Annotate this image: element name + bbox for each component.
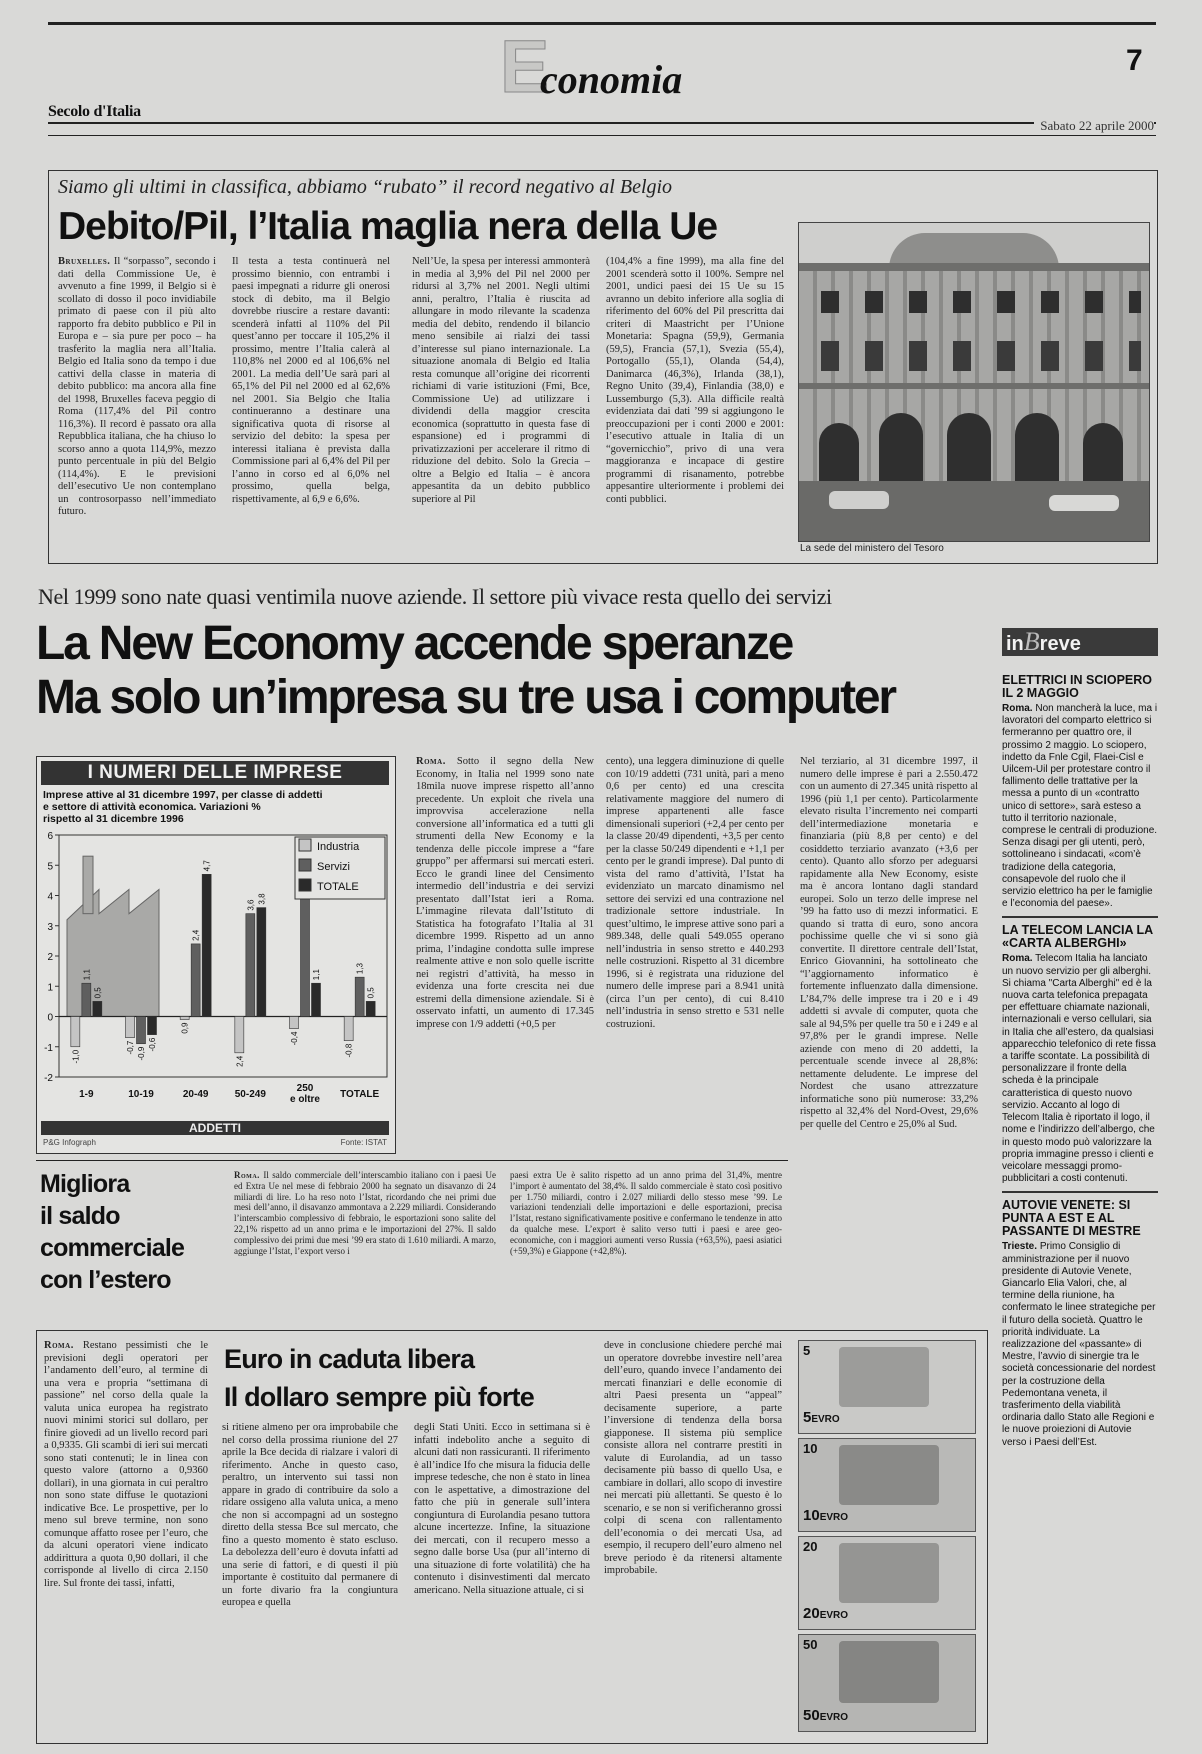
inbreve-logo (1002, 628, 1158, 656)
economy-col-2 (606, 756, 784, 1152)
chart-xaxis-title: ADDETTI (41, 1121, 389, 1135)
chart-bar (202, 874, 211, 1016)
euro-headline (224, 1340, 534, 1416)
y-tick-label: 5 (47, 861, 53, 873)
economy-headline-line1: La New Economy accende speranze (36, 617, 793, 670)
chart-bar (180, 1017, 189, 1020)
legend-label: Servizi (317, 861, 351, 873)
chart-box (36, 756, 396, 1154)
brief-body-3: Primo Consiglio di amministrazione per il nuovo presidente di Autovie Venete, Giancarlo Elia Valori, che, al termine della riunione, ha confermato le linee strategiche per il futuro della società. Quattro le priorità individuate. La realizzazione del «passante» di Mestre, l’avvio di sinergie tra le società concessionarie del nordest per la costruzione della Pedemontana veneta, il trasferimento della viabilità ordinaria dallo Stato alle Regioni e le nuove proiezioni di Autovie verso i Paesi dell’Est. (1002, 1241, 1156, 1448)
chart-title: I NUMERI DELLE IMPRESE (41, 761, 389, 785)
economy-col-3 (800, 756, 978, 1302)
x-category-label: 1-9 (79, 1089, 94, 1100)
chart-data-label: 1,3 (355, 963, 365, 975)
chart-data-label: -0,9 (137, 1046, 146, 1061)
factory-chimney-icon (83, 856, 93, 913)
chart-data-label: -0,8 (344, 1043, 354, 1058)
chart-data-label: 0,5 (93, 987, 103, 999)
brief-dateline-1: Roma. (1002, 703, 1033, 714)
chart-data-label: 1,1 (82, 969, 92, 981)
legend-swatch (299, 859, 311, 871)
chart-data-label: 4,7 (202, 860, 212, 872)
chart-bar (191, 944, 200, 1017)
chart-bar (257, 908, 266, 1017)
banknote-10-value-bottom: 10 (803, 1507, 820, 1524)
debt-headline: Debito/Pil, l’Italia maglia nera della Ue (58, 205, 718, 248)
masthead-rule (48, 122, 1156, 124)
chart-subtitle-1: Imprese attive al 31 dicembre 1997, per classe di addetti (43, 789, 323, 801)
chart-bar (246, 914, 255, 1017)
brief-item (1002, 674, 1158, 910)
inbreve-logo-rest: reve (1039, 633, 1081, 655)
y-tick-label: -2 (44, 1073, 53, 1084)
tesoro-building-photo (798, 222, 1150, 542)
y-tick-label: -1 (44, 1042, 53, 1054)
chart-bar (290, 1017, 299, 1029)
debt-col-4 (606, 256, 784, 556)
euro-col-1-text: Restano pessimisti che le previsioni degli operatori per l’andamento dell’euro, al termine di una vera e propria “settimana di passione” nel corso della quale la valuta unica europea ha registrato nuovi minimi storici sul dollaro, per finire giovedì ad un livello record pari a 0,9335. Gli scambi di ieri sui mercati sono stati contenuti; le in linea con questo valore (attorno a 0,9360 dollari), in una giornata in cui peraltro non sono state diffuse le quotazioni indicative Bce. Le prospettive, per lo meno sul breve termine, non sono comunque affatto rosee per l’euro, che da alcuni operatori viene indicato addirittura a quota 0,90 dollari, il che corrisponde al livello di circa 2.150 lire. Sul fronte dei tassi, infatti, (44, 1340, 208, 1589)
trade-headline (40, 1168, 184, 1296)
banknote-5-word: EVRO (811, 1414, 840, 1425)
legend-swatch (299, 839, 311, 851)
debt-col-2 (232, 256, 390, 556)
chart-data-label: 1,1 (312, 969, 321, 981)
chart-data-label: 2,4 (191, 929, 201, 941)
newspaper-name: Secolo d'Italia (48, 103, 141, 120)
x-category-label: 50-249 (234, 1089, 266, 1100)
euro-col-2-text: si ritiene almeno per ora improbabile che nel corso della prossima riunione del 27 aprile la Bce decida di rialzare i valori di riferimento. Anche in questo caso, peraltro, un intervento sui tassi non appare in grado di contribuire da solo a ridare ossigeno alla valuta unica, a meno che non si accompagni ad un sostegno diretto della stessa Bce sul mercato, che fino a questo momento è stato escluso. La debolezza dell’euro è dovuta infatti ad una serie di fattori, e di questi il più importante è costituito dal permanere di un forte divario fra la congiuntura europea e quella (222, 1422, 398, 1608)
chart-bar (126, 1017, 135, 1038)
chart-bar (235, 1017, 244, 1053)
banknote-10-word: EVRO (819, 1512, 849, 1523)
brief-title-3: AUTOVIE VENETE: SI PUNTA A EST E AL PASSANTE DI MESTRE (1002, 1198, 1141, 1239)
economy-dateline: Roma. (416, 756, 446, 767)
economy-col-1 (416, 756, 594, 1152)
euro-headline-line1: Euro in caduta libera (224, 1344, 475, 1374)
trade-headline-line2: il saldo (40, 1202, 120, 1230)
brief-body-2: Telecom Italia ha lanciato un nuovo servizio per gli alberghi. Si chiama "Carta Alberghi" ed è la nuova carta telefonica prepagata per effettuare chiamate nazionali, internazionali e verso cellulari, sia in Italia che all’estero, da qualsiasi apparecchio telefonico di rete fissa a tariffe scontate. La possibilità di personalizzare il fronte della scheda è la principale caratteristica di questo nuovo servizio. Accanto al logo di Telecom Italia è riportato il logo, il nome e l’indirizzo dell’albergo, che in questo modo può valorizzare la propria immagine presso i clienti e veicolare messaggi promo-pubblicitari a costi contenuti. (1002, 953, 1156, 1185)
y-tick-label: 0 (47, 1012, 53, 1024)
issue-date: Sabato 22 aprile 2000 (1034, 118, 1154, 134)
inbreve-logo-in: in (1006, 633, 1024, 655)
debt-col-1-text: Il “sorpasso”, secondo i dati della Commissione Ue, è avvenuto a fine 1999, il Belgio si è scollato di dosso il poco invidiabile primato di paese con il più alto rapporto fra debito pubblico e Pil in Europa e – sia pure per poco – ha trasferito la maglia nera all’Italia. Belgio ed Italia sono da tempo i due cattivi della classe in materia di debito pubblico: ma ancora alla fine del 1998, Bruxelles faceva peggio di Roma (117,4% del Pil contro 116,3%). Il record è passato ora alla Repubblica italiana, che ha chiuso lo scorso anno a quota 114,9%, mezzo punto percentuale in più del Belgio (114,4%). E le previsioni dell’esecutivo Ue non contemplano un controsorpasso nell’immediato futuro. (58, 256, 216, 517)
factory-illustration-icon (67, 889, 159, 1016)
debt-col-1 (58, 256, 216, 556)
legend-label: TOTALE (317, 881, 359, 893)
chart-bar (137, 1017, 146, 1044)
chart-data-label: -0,4 (290, 1031, 299, 1046)
trade-top-rule (36, 1160, 788, 1161)
trade-col-1-text: Il saldo commerciale dell’interscambio italiano con i paesi Ue ed Extra Ue nel mese di febbraio 2000 ha segnato un disavanzo di 24 miliardi di lire. Lo ha reso noto l’Istat, ricordando che nei primi due mesi dell’anno, il disavanzo ammontava a 2.229 miliardi. Considerando l’interscambio complessivo di febbraio, le esportazioni sono salite del 22,1% rispetto ad un anno prima e le importazioni del 27%. Il saldo complessivo dei primi due mesi ’99 era stato di 1.610 miliardi. A marzo, aggiunge l’Istat, l’export verso i (234, 1170, 496, 1256)
inbreve-column (1002, 668, 1158, 1742)
chart-bar (312, 983, 321, 1016)
debt-kicker: Siamo gli ultimi in classifica, abbiamo “rubato” il record negativo al Belgio (58, 176, 673, 198)
trade-headline-line1: Migliora (40, 1170, 130, 1198)
euro-col-4 (604, 1340, 782, 1736)
euro-col-3-text: degli Stati Uniti. Ecco in settimana si è infatti indebolito anche a seguito di alcuni dati non rassicuranti. Il riferimento è all’indice Ifo che misura la fiducia delle imprese tedesche, che non è stato in linea con le aspettative, a dimostrazione del fatto che più in generale sull’intera congiuntura di Eurolandia pesano tuttora alcune incertezze. Infine, la situazione dei mercati, con il recupero messo a segno dalle borse Usa (pur all’interno di una situazione di forte volatilità) che ha contenuto i disinvestimenti dal mercato americano. Nella situazione attuale, ci si (414, 1422, 590, 1596)
debt-dateline: Bruxelles. (58, 256, 111, 267)
banknote-50 (798, 1634, 976, 1732)
banknote-5-value: 5 (803, 1343, 811, 1358)
debt-col-3 (412, 256, 590, 556)
chart-data-label: 3,6 (246, 899, 256, 911)
page-number: 7 (1126, 44, 1143, 77)
chart-bar (355, 977, 364, 1016)
top-rule (48, 22, 1156, 25)
brief-title-2: LA TELECOM LANCIA LA «CARTA ALBERGHI» (1002, 923, 1153, 951)
banknote-20-word: EVRO (819, 1610, 849, 1621)
trade-headline-line4: con l’estero (40, 1266, 171, 1294)
chart-bar (366, 1001, 375, 1016)
brief-separator (1002, 916, 1158, 918)
section-initial: E (500, 25, 550, 108)
chart-bar (344, 1017, 353, 1041)
brief-item (1002, 1199, 1158, 1448)
x-category-label: 250 (296, 1083, 314, 1094)
brief-body-1: Non mancherà la luce, ma i lavoratori del comparto elettrico si fermeranno per quattro ore, il prossimo 2 maggio. Lo sciopero, indetto da Fnle Cgil, Flaei-Cisl e Uilcem-Uil per protestare contro il fallimento delle trattative per la messa a punto di un «contratto unico di settore», sarà esteso a tutto il territorio nazionale, comprese le centrali di produzione. Senza disagi per gli utenti, però, sottolineano i sindacati, «com’è tradizione della categoria, consapevole del ruolo che il servizio elettrico ha per le famiglie e l’economia del paese». (1002, 703, 1158, 910)
y-tick-label: 6 (47, 831, 53, 842)
section-title (500, 25, 730, 110)
y-tick-label: 2 (47, 952, 53, 963)
euro-col-2 (222, 1422, 398, 1736)
x-category-label: TOTALE (340, 1089, 380, 1100)
chart-bar (71, 1017, 80, 1047)
chart-subtitle-3: rispetto al 31 dicembre 1996 (43, 813, 184, 825)
chart-subtitle-2: e settore di attività economica. Variazioni % (43, 801, 261, 813)
debt-col-4-text: (104,4% a fine 1999), ma alla fine del 2001 scenderà sotto il 100%. Sempre nel 2001, undici paesi dei 15 Ue su 15 avranno un debito inferiore alla soglia di riferimento del 60% del Pil prescritta dai criteri di Maastricht per l’Unione Monetaria: Spagna (59,9), Germania (59,5), Francia (57,1), Svezia (55,4), Portogallo (55,1), Olanda (54,4), Danimarca (46,3%), Irlanda (38,1), Regno Unito (39,4), Finlandia (38,0) e Lussemburgo (5,3). Alla difficile realtà evidenziata dai dati ’99 si aggiungono le preoccupazioni per i conti 2000 e 2001: l’esecutivo attuale in Italia di un “governicchio”, privo di una vera maggioranza e incapace di gestire programmi di risanamento, potrebbe appesantire ulteriormente i problemi dei conti pubblici. (606, 256, 784, 505)
trade-col-2 (510, 1170, 782, 1302)
economy-kicker: Nel 1999 sono nate quasi ventimila nuove aziende. Il settore più vivace resta quello dei servizi (38, 584, 832, 609)
chart-data-label: -0,6 (148, 1037, 157, 1052)
chart-data-label: 2,4 (235, 1055, 245, 1067)
trade-col-2-text: paesi extra Ue è salito rispetto ad un anno prima del 31,4%, mentre l’import è aumentato del 38,4%. Il saldo commerciale è stato così positivo per 1.750 miliardi, contro i 2.027 miliardi dello stesso mese ’99. Le variazioni tendenziali delle importazioni e delle esportazioni, precisa l’Istat, restano significativamente positive e confermano le tendenze in atto da qualche mese. L’export è salito verso tutti i paesi e aree geo-economiche, con i maggiori aumenti verso Russia (+63,5%), paesi asiatici (+59,3%) e Giappone (+42,8%). (510, 1170, 782, 1256)
euro-headline-line2: Il dollaro sempre più forte (224, 1382, 534, 1412)
masthead-rule-thin (48, 135, 1156, 136)
banknote-5 (798, 1340, 976, 1434)
chart-credit-left: P&G Infograph (43, 1138, 96, 1147)
x-category-label: 20-49 (182, 1089, 209, 1100)
banknote-5-value-bottom: 5 (803, 1409, 812, 1426)
brief-separator (1002, 1191, 1158, 1193)
brief-dateline-3: Trieste. (1002, 1241, 1038, 1253)
euro-col-4-text: deve in conclusione chiedere perché mai un operatore dovrebbe investire nell’area dell’euro, quando invece l’andamento dei mercati finanziari e delle economie di altri Paesi presenta un “appeal” decisamente superiore, a parte l’inversione di tendenza della borsa giapponese. Il sistema più semplice consiste allora nel contrarre prestiti in valute di Eurolandia, ad un tasso decisamente più basso di quello Usa, e cambiare in dollari, allo scopo di investire nei mercati più allettanti. Se questo è lo scenario, e se non si verificheranno grossi colpi di scena con rallentamento dell’economia o dei mercati Usa, ad esempio, il recupero dell’euro almeno nel breve periodo è da ritenersi altamente improbabile. (604, 1340, 782, 1576)
chart-svg (37, 827, 393, 1127)
banknote-10-value: 10 (803, 1441, 818, 1456)
banknotes-illustration (798, 1340, 978, 1736)
x-category-label: e oltre (289, 1094, 321, 1105)
trade-col-1 (234, 1170, 496, 1302)
y-tick-label: 1 (47, 982, 53, 994)
banknote-20-value-bottom: 20 (803, 1605, 820, 1622)
euro-col-3 (414, 1422, 590, 1736)
banknote-50-word: EVRO (819, 1712, 849, 1723)
chart-data-label: -0,7 (126, 1040, 135, 1055)
chart-bar (148, 1017, 157, 1035)
y-tick-label: 3 (47, 921, 53, 933)
x-category-label: 10-19 (128, 1089, 154, 1100)
economy-col-1-text: Sotto il segno della New Economy, in Italia nel 1999 sono nate 18mila nuove imprese rispetto all’anno precedente. Un exploit che rivela una improvvisa accelerazione nella conversione all’informatica ed a tutti gli strumenti della New Economy e la tendenza delle piccole imprese a “fare gruppo” per affermarsi sui mercati esteri. Ecco le grandi linee del Censimento intermedio dell’industria e dei servizi presentato dall’Istat ieri a Roma. L’immagine rilevata dall’Istituto di Statistica ha fotografato l’Italia al 31 dicembre 1999. Rispetto ad un anno prima, l’indagine condotta sulle imprese realmente attive e non solo quelle iscritte nei registri d’attività, ha messo in evidenza una forte crescita nei due estremi della dimensione aziendale. Si è osservato infatti, un aumento di 17.345 imprese con 1/9 addetti (+0,5 per (416, 756, 594, 1030)
chart-data-label: 3,8 (257, 893, 267, 905)
brief-dateline-2: Roma. (1002, 953, 1033, 965)
inbreve-logo-b: B (1023, 627, 1040, 656)
chart-data-label: 0,5 (366, 987, 376, 999)
tesoro-photo-caption: La sede del ministero del Tesoro (800, 543, 944, 554)
economy-headline-line2: Ma solo un’impresa su tre usa i computer (36, 671, 895, 724)
chart-data-label: -1,0 (71, 1049, 81, 1064)
economy-col-2-text: cento), una leggera diminuzione di quelle con 10/19 addetti (731 unità, pari a meno 0,6 per cento) ed una crescita relativamente maggiore del numero di imprese appartenenti alle fasce dimensionali superiori (+2,4 per cento per la classe 20/49 dipendenti, +3,5 per cento per la classe 50/249 dipendenti e +1,1 per cento per le grandi imprese). Dal punto di vista del ramo d’attività, l’Istat ha evidenziato un marcato dinamismo nel settore dei servizi ed una contrazione nel tradizionale settore industriale. In quest’ultimo, le imprese attive sono pari a 989.348, delle quali 549.055 operano nell’industria in senso stretto e 440.293 nelle costruzioni. Rispetto al 31 dicembre 1996, si è registrata una riduzione del numero delle imprese pari a 8.941 unità (circa l’un per cento), di cui 8.410 nell’industria in senso stretto e 531 nelle costruzioni. (606, 756, 784, 1030)
y-tick-label: 4 (47, 891, 53, 903)
banknote-20 (798, 1536, 976, 1630)
chart-data-label: 0,9 (180, 1022, 190, 1034)
legend-swatch (299, 879, 311, 891)
banknote-20-value: 20 (803, 1539, 818, 1554)
banknote-50-value: 50 (803, 1637, 818, 1652)
section-rest: conomia (540, 57, 683, 102)
euro-col-1 (44, 1340, 208, 1736)
trade-headline-line3: commerciale (40, 1234, 185, 1262)
banknote-10 (798, 1438, 976, 1532)
legend-label: Industria (317, 841, 360, 853)
brief-title-1: ELETTRICI IN SCIOPERO IL 2 MAGGIO (1002, 673, 1153, 700)
euro-dateline: Roma. (44, 1340, 74, 1351)
chart-bar (82, 983, 91, 1016)
chart-credit-right: Fonte: ISTAT (340, 1138, 387, 1147)
debt-col-2-text: Il testa a testa continuerà nel prossimo biennio, con entrambi i paesi impegnati a ridurre gli onerosi stock di debito, ma il Belgio dovrebbe riuscire a restare davanti: scenderà infatti al 110% del Pil quest’anno per toccare il 105,2% il prossimo, mentre l’Italia calerà al 110,8% nel 2000 ed al 106,6% nel 2001. La media dell’Ue sarà pari al 65,1% del Pil nel 2000 ed al 62,6% nel 2001. Sia Belgio che Italia continueranno a destinare una significativa quota di risorse al servizio del debito: la spesa per interessi italiana è prevista dalla Commissione pari al 6,4% del Pil per l’anno in corso ed al 6,0% nel prossimo, quella belga, rispettivamente, al 6,9 e 6,6%. (232, 256, 390, 505)
debt-col-3-text: Nell’Ue, la spesa per interessi ammonterà in media al 3,9% del Pil nel 2000 per ridursi al 3,7% nel 2001. Negli ultimi anni, peraltro, l’Italia è riuscita ad allungare in modo rilevante la scadenza media del debito, rendendo il bilancio meno sensibile ai rialzi dei tassi d’interesse sul piano internazionale. La situazione anomala di Belgio ed Italia resta comunque all’origine dei ricorrenti richiami di varie istituzioni (Fmi, Bce, Commissione Ue) ad utilizzare i dividendi della maggior crescita economica (soprattutto in questa fase di espansione) ed i programmi di privatizzazioni per accelerare il ritmo di riduzione del debito. Solo la Grecia – oltre a Belgio ed Italia – è ancora appesantita da un debito pubblico superiore al Pil (412, 256, 590, 505)
chart-bar (93, 1001, 102, 1016)
economy-col-3-text: Nel terziario, al 31 dicembre 1997, il numero delle imprese è pari a 2.550.472 con un aumento di 27.345 unità rispetto al 1996 (più 1,1 per cento). Particolarmente elevato risulta l’incremento nei comparti dell’intermediazione monetaria e finanziaria (più 8,8 per cento) e del cosiddetto terziario avanzato (+3,6 per cento). Quanto allo sforzo per adeguarsi rapidamente alla New Economy, esiste ma è ancora lontano dagli standard europei. Solo un terzo delle imprese nel ’99 ha fatto uso di mezzi informatici. E quando si tratta di euro, sono ancora pochissime quelle che vi si sono già convertite. Il direttore centrale dell’Istat, Enrico Giovannini, ha sottolineato che “l’aggiornamento informatico è fortemente influenzato dalla dimensione. L’84,7% delle imprese tra i 20 e i 49 addetti si avvale di computer, quota che sale al 94,5% per quelle tra 50 e i 249 e al 97,8% per le grandi imprese. Nelle aziende con meno di 20 addetti, la percentuale scende invece al 28,8%: nettamente deludente. Le imprese del Nordest che usano attrezzature informatiche sono più numerose: 33,2% rispetto al 32,4% del Nord-Ovest, 29,6% per quelle del Centro e 25,0% al Sud. (800, 756, 978, 1130)
trade-dateline: Roma. (234, 1170, 260, 1180)
banknote-50-value-bottom: 50 (803, 1707, 820, 1724)
brief-item (1002, 924, 1158, 1185)
